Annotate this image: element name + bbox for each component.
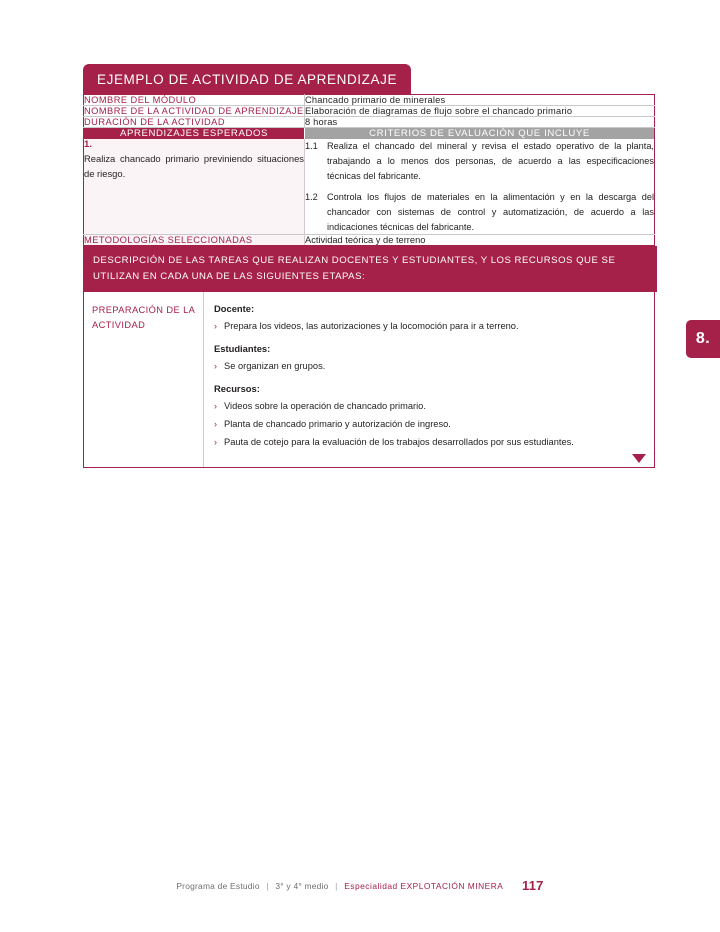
list-item-text: Se organizan en grupos. xyxy=(224,360,326,371)
column-header-row xyxy=(84,128,655,140)
chevron-right-icon: › xyxy=(214,360,217,371)
chapter-index-label: 8. xyxy=(695,330,711,347)
list-item-text: Pauta de cotejo para la evaluación de los trabajos desarrollados por sus estudiantes. xyxy=(224,436,574,447)
learning-outcome-cell xyxy=(84,139,305,235)
outcomes-criteria-row xyxy=(84,139,655,235)
chevron-right-icon: › xyxy=(214,436,217,447)
stage-preparation-block xyxy=(83,292,655,468)
list-item xyxy=(214,399,642,414)
criterion-number: 1.2 xyxy=(305,191,318,202)
activity-duration-value: 8 horas xyxy=(305,117,655,128)
learning-outcomes-header: APRENDIZAJES ESPERADOS xyxy=(84,128,305,140)
group-title: Docente: xyxy=(214,303,255,315)
footer-separator: | xyxy=(335,881,338,891)
criterion-item xyxy=(305,139,654,184)
footer-page-number: 117 xyxy=(521,878,544,893)
activity-name-label: NOMBRE DE LA ACTIVIDAD DE APRENDIZAJE xyxy=(84,106,304,116)
tasks-description-banner: DESCRIPCIÓN DE LAS TAREAS QUE REALIZAN DOCENTES Y ESTUDIANTES, Y LOS RECURSOS QUE SE UTILIZAN EN CADA UNA DE LAS SIGUIENTES ETAPAS: xyxy=(83,246,657,292)
stage-content xyxy=(204,292,654,467)
module-name-label: NOMBRE DEL MÓDULO xyxy=(84,95,305,106)
learning-outcome-text: Realiza chancado primario previniendo situaciones de riesgo. xyxy=(84,153,304,179)
table-row xyxy=(84,106,655,117)
stage-group-docente xyxy=(214,303,642,334)
group-title: Recursos: xyxy=(214,382,260,394)
stage-group-estudiantes xyxy=(214,343,642,374)
list-item-text: Prepara los videos, las autorizaciones y la locomoción para ir a terreno. xyxy=(224,321,519,332)
list-item xyxy=(214,359,642,374)
list-item xyxy=(214,319,642,334)
activity-name-value: Elaboración de diagramas de flujo sobre el chancado primario xyxy=(305,106,655,117)
list-item xyxy=(214,435,642,450)
list-item-text: Planta de chancado primario y autorización de ingreso. xyxy=(224,418,451,429)
criterion-text: Controla los flujos de materiales en la alimentación y en la descarga del chancador con sistemas de control y automatización, de acuerdo a las indicaciones técnicas del fabricante. xyxy=(327,191,654,232)
criterion-text: Realiza el chancado del mineral y revisa el estado operativo de la planta, trabajando a lo menos dos personas, de acuerdo a las especificaciones técnicas del fabricante. xyxy=(327,141,654,181)
chevron-right-icon: › xyxy=(214,418,217,429)
activity-table xyxy=(83,94,655,246)
list-item xyxy=(214,417,642,432)
activity-duration-label: DURACIÓN DE LA ACTIVIDAD xyxy=(84,117,305,128)
chevron-right-icon: › xyxy=(214,321,217,332)
table-row xyxy=(84,117,655,128)
methodology-value: Actividad teórica y de terreno xyxy=(305,235,655,246)
evaluation-criteria-cell xyxy=(305,139,655,235)
methodology-row xyxy=(84,235,655,246)
learning-outcome-number: 1. xyxy=(84,139,93,150)
criterion-number: 1.1 xyxy=(305,141,318,151)
continuation-arrow-icon xyxy=(632,454,646,463)
page-footer xyxy=(0,878,720,893)
footer-level: 3° y 4° medio xyxy=(275,881,329,891)
table-row xyxy=(84,95,655,106)
methodology-label: METODOLOGÍAS SELECCIONADAS xyxy=(84,235,305,246)
group-title: Estudiantes: xyxy=(214,342,271,354)
chevron-right-icon: › xyxy=(214,400,217,411)
module-name-value: Chancado primario de minerales xyxy=(305,95,655,106)
learning-activity-box xyxy=(83,64,655,468)
footer-program: Programa de Estudio xyxy=(176,881,260,891)
footer-specialty: Especialidad EXPLOTACIÓN MINERA xyxy=(344,881,504,891)
stage-group-recursos xyxy=(214,383,642,450)
list-item-text: Videos sobre la operación de chancado primario. xyxy=(224,400,426,411)
evaluation-criteria-header: CRITERIOS DE EVALUACIÓN QUE INCLUYE xyxy=(305,128,655,140)
activity-box-title: EJEMPLO DE ACTIVIDAD DE APRENDIZAJE xyxy=(83,64,411,94)
stage-label: PREPARACIÓN DE LA ACTIVIDAD xyxy=(84,292,204,467)
criterion-item xyxy=(305,190,654,235)
chapter-index-tab xyxy=(686,320,720,358)
footer-separator: | xyxy=(266,881,269,891)
